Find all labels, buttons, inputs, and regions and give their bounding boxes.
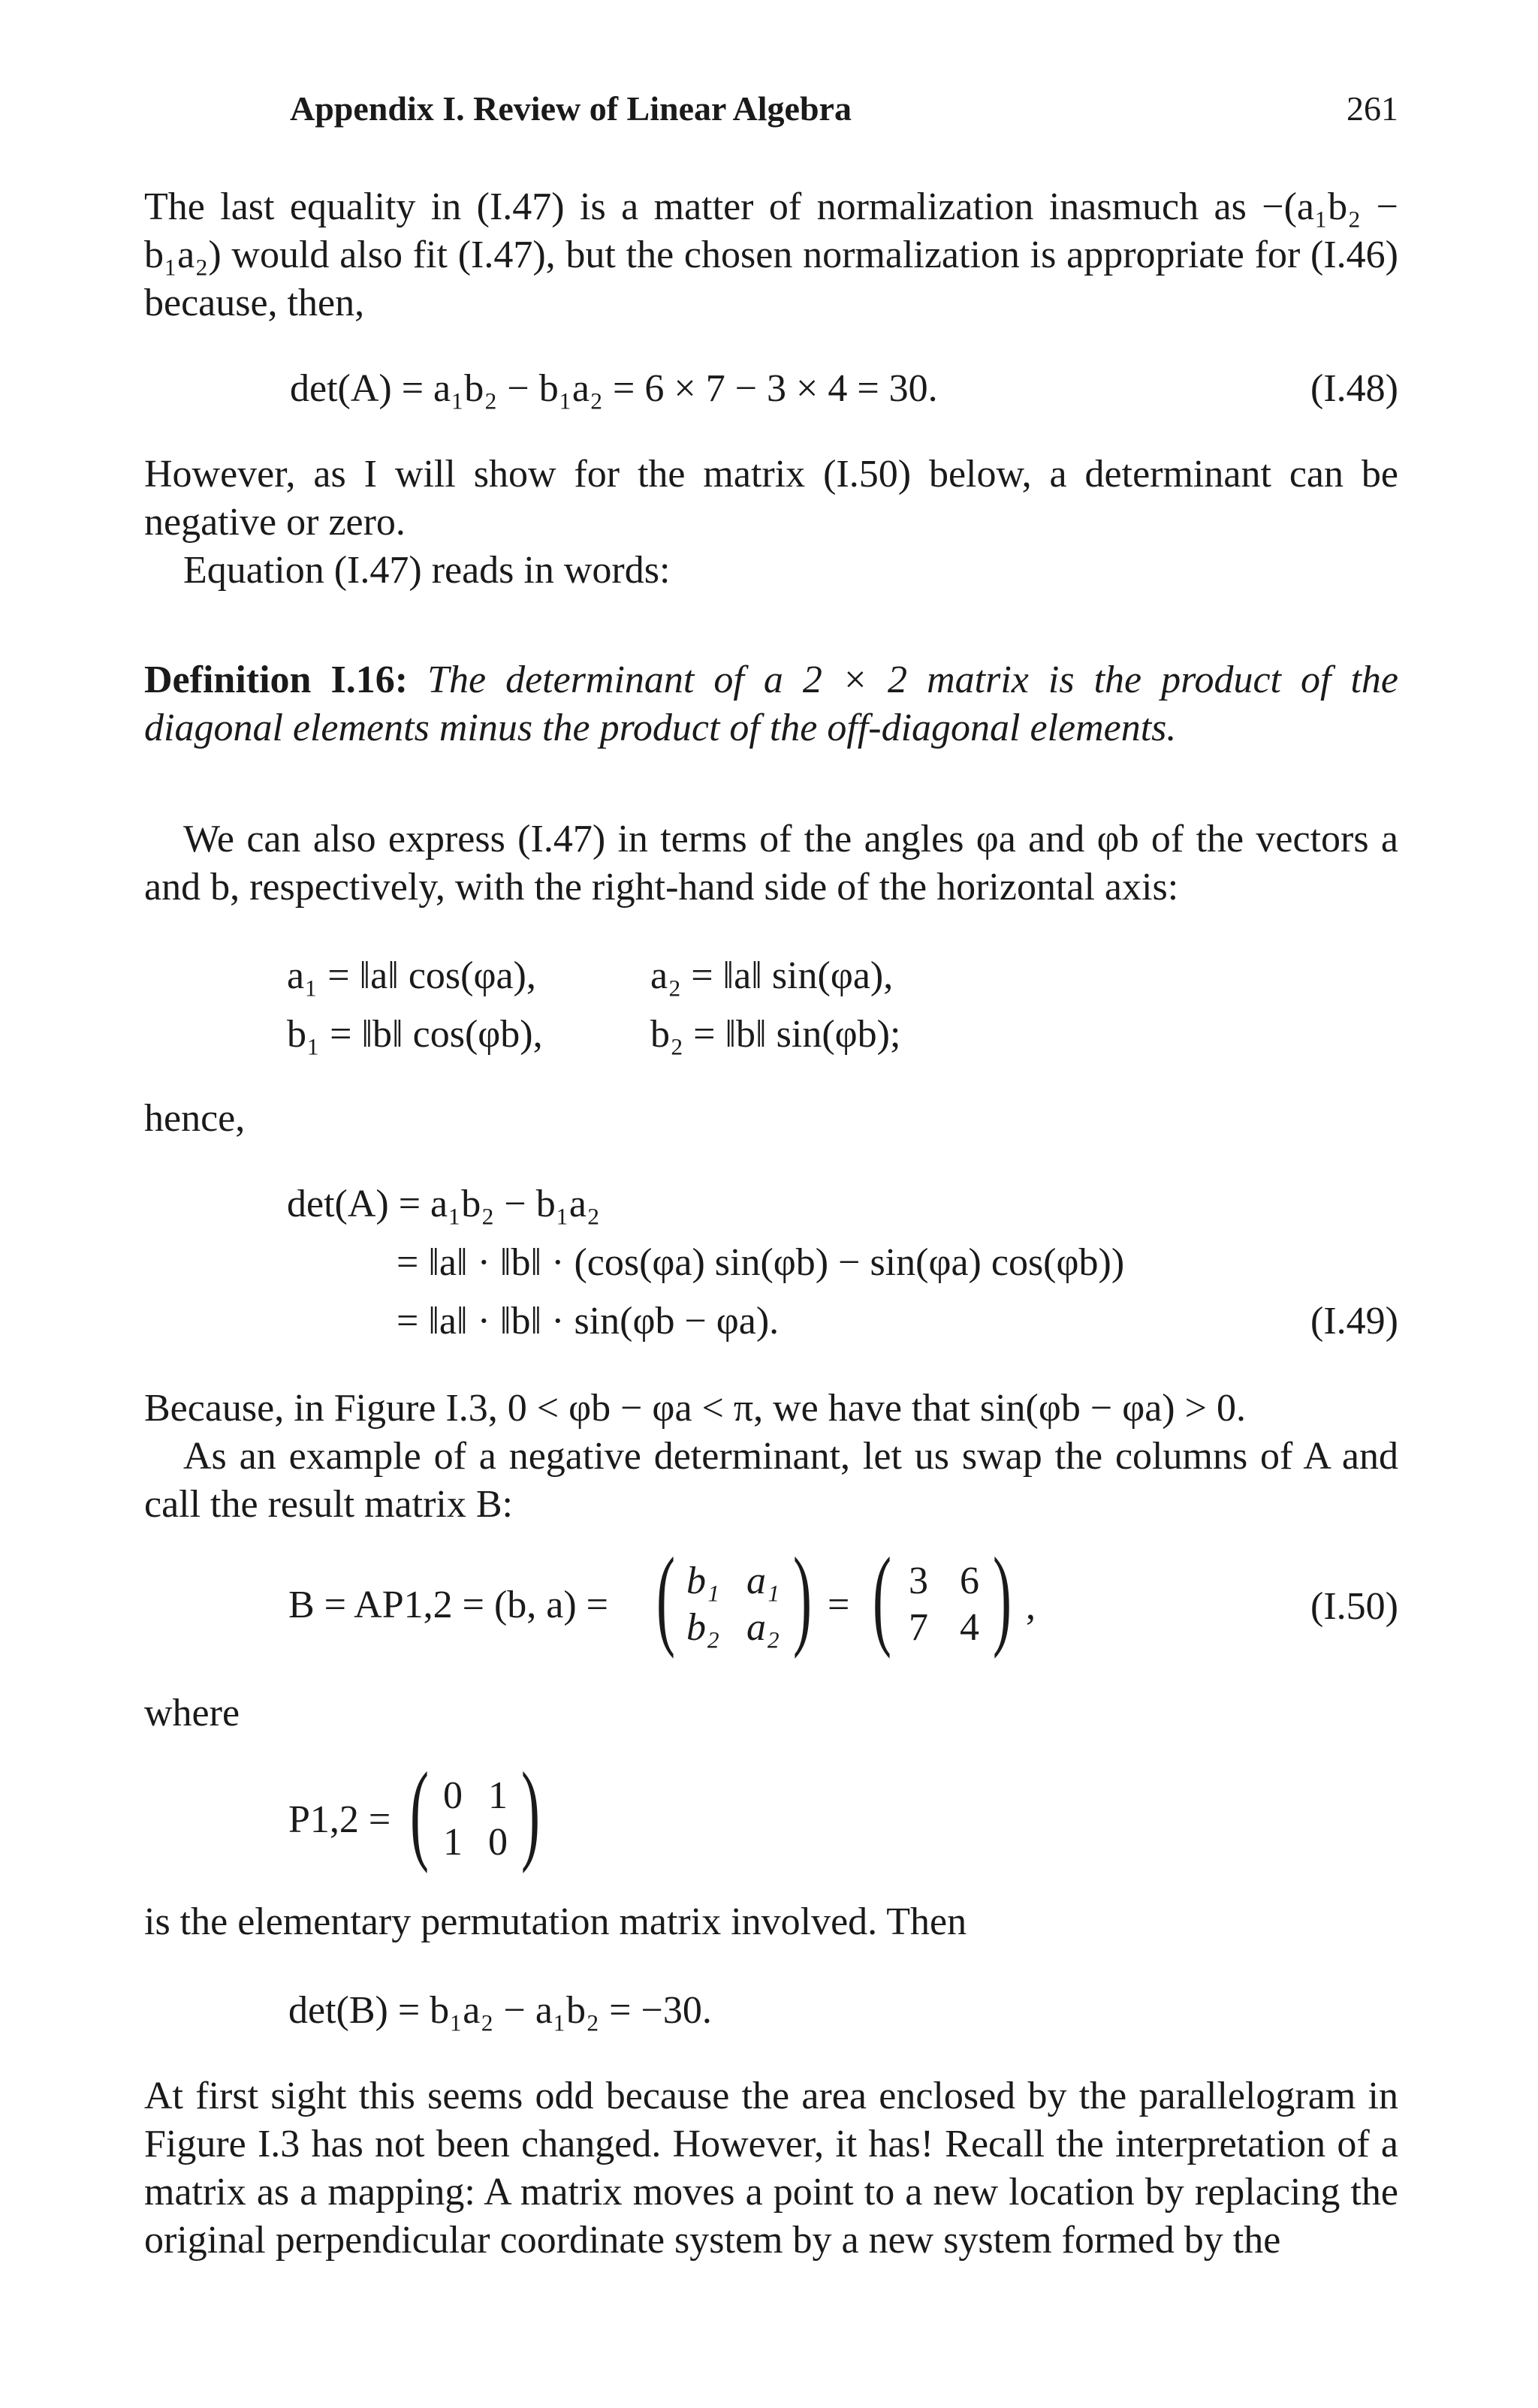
paragraph-swap-columns: As an example of a negative determinant, let us swap the columns of A and call the result matrix B: <box>144 1435 1398 1526</box>
matrix-cell: 0 <box>443 1774 463 1817</box>
paragraph-permutation: is the elementary permutation matrix involved. Then <box>144 1900 967 1943</box>
component-a1: a₁ = ‖a‖ cos(φa), <box>287 954 536 997</box>
component-b2: b₂ = ‖b‖ sin(φb); <box>650 1013 901 1056</box>
matrix-right-paren: ) <box>793 1535 812 1659</box>
page-number: 261 <box>1347 89 1398 128</box>
word-where: where <box>144 1692 240 1734</box>
paragraph-in-words: Equation (I.47) reads in words: <box>183 549 671 592</box>
matrix-cell: 3 <box>909 1560 928 1602</box>
equation-i50-lhs: B = AP1,2 = (b, a) = <box>288 1584 608 1626</box>
equation-i48: det(A) = a₁b₂ − b₁a₂ = 6 × 7 − 3 × 4 = 30. <box>290 367 938 410</box>
matrix-right-paren: ) <box>993 1535 1012 1659</box>
running-header <box>290 89 1398 134</box>
equation-i49-line2: = ‖a‖ · ‖b‖ · (cos(φa) sin(φb) − sin(φa) cos(φb)) <box>397 1241 1125 1284</box>
word-hence: hence, <box>144 1097 246 1140</box>
permutation-matrix <box>410 1749 545 1874</box>
matrix-cell: a₁ <box>746 1560 780 1602</box>
equation-i49-line1: det(A) = a₁b₂ − b₁a₂ <box>287 1183 601 1225</box>
matrix-left-paren: ( <box>656 1535 675 1659</box>
component-a2: a₂ = ‖a‖ sin(φa), <box>650 954 894 997</box>
chapter-title: Appendix I. Review of Linear Algebra <box>290 89 852 128</box>
definition-label: Definition I.16: <box>144 659 409 701</box>
definition-block <box>144 656 1398 752</box>
equation-det-b: det(B) = b₁a₂ − a₁b₂ = −30. <box>288 1989 712 2032</box>
paragraph-first-sight: At first sight this seems odd because the area enclosed by the parallelogram in Figure I.3 has not been changed. However, it has! Recall the interpretation of a matrix as a mapping: A matrix moves a point to a new location by replacing the original perpendicular coordinate system by a new system formed by the <box>144 2075 1398 2262</box>
matrix-cell: 6 <box>960 1560 979 1602</box>
equation-number-i50: (I.50) <box>1310 1585 1398 1628</box>
matrix-cell: 1 <box>488 1774 508 1817</box>
matrix-left-paren: ( <box>873 1535 891 1659</box>
paragraph-negative-or-zero: However, as I will show for the matrix (I.50) below, a determinant can be negative or zero. <box>144 453 1398 544</box>
equation-i50-comma: , <box>1026 1585 1036 1628</box>
matrix-cell: 0 <box>488 1821 508 1864</box>
component-b1: b₁ = ‖b‖ cos(φb), <box>287 1013 543 1056</box>
equation-i50-equals: = <box>828 1584 850 1626</box>
matrix-cell: b₂ <box>686 1606 720 1649</box>
matrix-b-a <box>656 1535 812 1659</box>
equation-i49-line3: = ‖a‖ · ‖b‖ · sin(φb − φa). <box>397 1300 780 1343</box>
matrix-cell: 1 <box>443 1821 463 1864</box>
matrix-right-paren: ) <box>521 1749 540 1874</box>
paragraph-normalization: The last equality in (I.47) is a matter of normalization inasmuch as −(a₁b₂ − b₁a₂) would also fit (I.47), but the chosen normalization is appropriate for (I.46) because, then, <box>144 185 1398 324</box>
permutation-lhs: P1,2 = <box>288 1798 391 1841</box>
matrix-numeric-b <box>873 1535 1012 1659</box>
equation-number-i49: (I.49) <box>1310 1300 1398 1343</box>
paragraph-angles: We can also express (I.47) in terms of the angles φa and φb of the vectors a and b, respectively, with the right-hand side of the horizontal axis: <box>144 818 1398 909</box>
paragraph-positive-sine: Because, in Figure I.3, 0 < φb − φa < π, we have that sin(φb − φa) > 0. <box>144 1387 1246 1430</box>
equation-number-i48: (I.48) <box>1310 367 1398 410</box>
matrix-cell: 7 <box>909 1606 928 1649</box>
matrix-cell: b₁ <box>686 1560 720 1602</box>
definition-text: The determinant of a 2 × 2 matrix is the product of the diagonal elements minus the product of the off-diagonal elements. <box>144 659 1398 749</box>
matrix-cell: 4 <box>960 1606 979 1649</box>
matrix-left-paren: ( <box>410 1749 429 1874</box>
matrix-cell: a₂ <box>746 1606 780 1649</box>
